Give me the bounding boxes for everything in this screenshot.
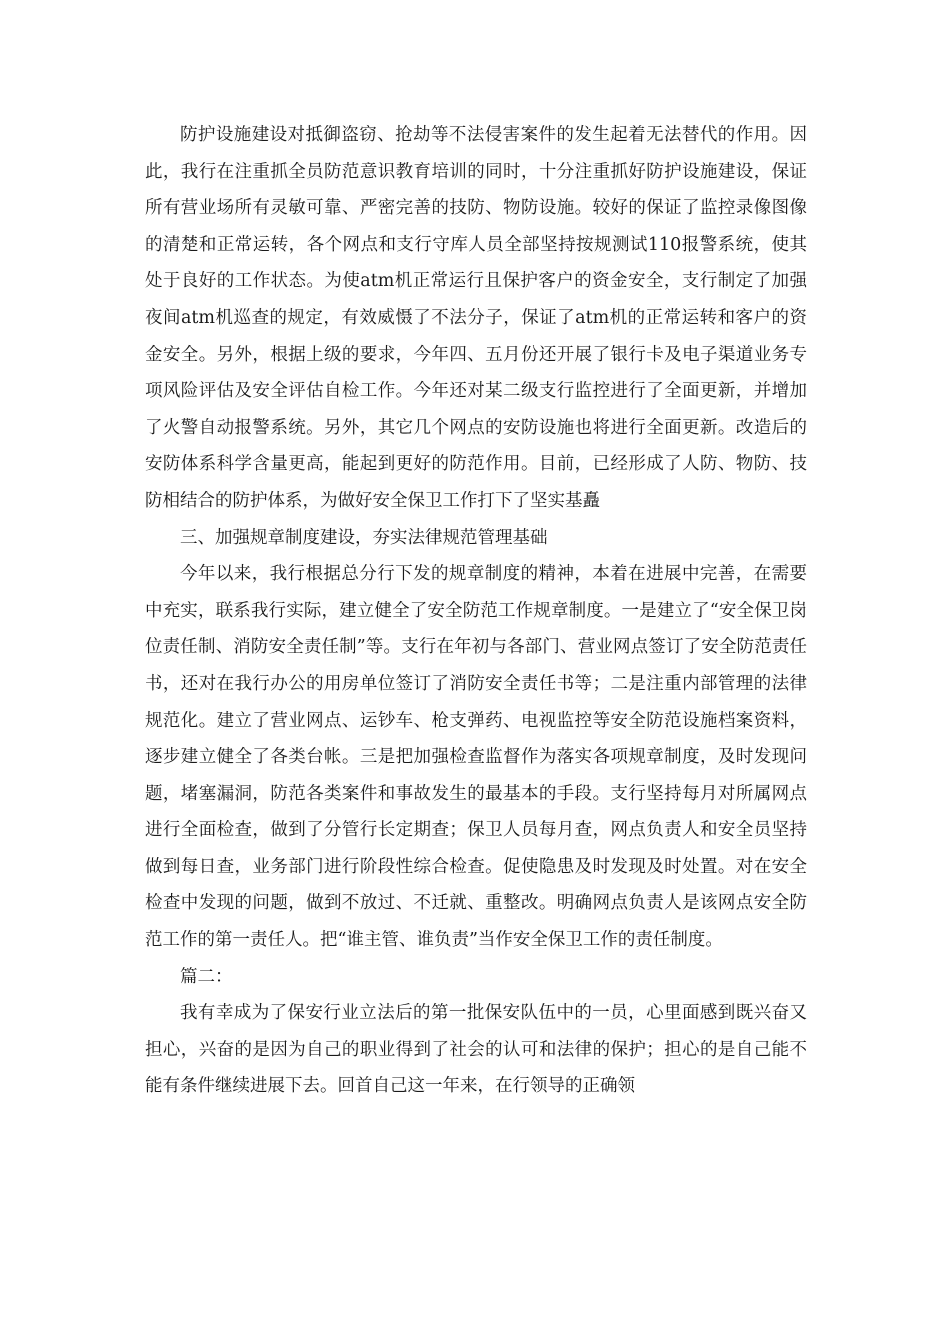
document-page [145, 117, 807, 1105]
section-label-part-two: 篇二： [180, 966, 233, 987]
section-heading-regulations: 三、加强规章制度建设，夯实法律规范管理基础 [180, 527, 548, 548]
paragraph-protective-facilities: 防护设施建设对抵御盗窃、抢劫等不法侵害案件的发生起着无法替代的作用。因此，我行在注重抓全员防范意识教育培训的同时，十分注重抓好防护设施建设，保证所有营业场所有灵敏可靠、严密完善的技防、物防设施。较好的保证了监控录像图像的清楚和正常运转，各个网点和支行守库人员全部坚持按规测试110报警系统，使其处于良好的工作状态。为使atm机正常运行且保护客户的资金安全，支行制定了加强夜间atm机巡查的规定，有效威慑了不法分子，保证了atm机的正常运转和客户的资金安全。另外，根据上级的要求，今年四、五月份还开展了银行卡及电子渠道业务专项风险评估及安全评估自检工作。今年还对某二级支行监控进行了全面更新，并增加了火警自动报警系统。另外，其它几个网点的安防设施也将进行全面更新。改造后的安防体系科学含量更高，能起到更好的防范作用。目前，已经形成了人防、物防、技防相结合的防护体系，为做好安全保卫工作打下了坚实基矗 [145, 125, 807, 511]
paragraph-regulations: 今年以来，我行根据总分行下发的规章制度的精神，本着在进展中完善，在需要中充实，联系我行实际，建立健全了安全防范工作规章制度。一是建立了“安全保卫岗位责任制、消防安全责任制”等。支行在年初与各部门、营业网点签订了安全防范责任书，还对在我行办公的用房单位签订了消防安全责任书等；二是注重内部管理的法律规范化。建立了营业网点、运钞车、枪支弹药、电视监控等安全防范设施档案资料，逐步建立健全了各类台帐。三是把加强检查监督作为落实各项规章制度，及时发现问题，堵塞漏洞，防范各类案件和事故发生的最基本的手段。支行坚持每月对所属网点进行全面检查，做到了分管行长定期查；保卫人员每月查，网点负责人和安全员坚持做到每日查，业务部门进行阶段性综合检查。促使隐患及时发现及时处置。对在安全检查中发现的问题，做到不放过、不迁就、重整改。明确网点负责人是该网点安全防范工作的第一责任人。把“谁主管、谁负责”当作安全保卫工作的责任制度。 [145, 564, 807, 951]
paragraph-security-guard: 我有幸成为了保安行业立法后的第一批保安队伍中的一员，心里面感到既兴奋又担心，兴奋的是因为自己的职业得到了社会的认可和法律的保护；担心的是自己能不能有条件继续进展下去。回首自己这一年来，在行领导的正确领 [145, 1003, 807, 1097]
